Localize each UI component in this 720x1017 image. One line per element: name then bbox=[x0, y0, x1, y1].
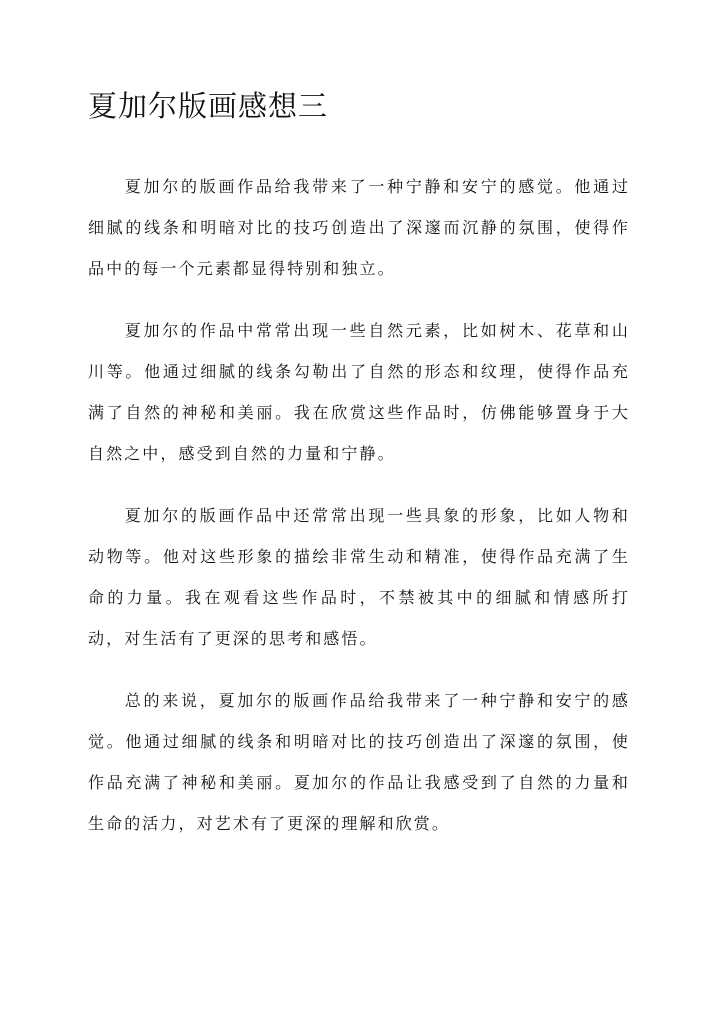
paragraph-2: 夏加尔的作品中常常出现一些自然元素，比如树木、花草和山川等。他通过细腻的线条勾勒出了自然的形态和纹理，使得作品充满了自然的神秘和美丽。我在欣赏这些作品时，仿佛能够置身于大自然之中，感受到自然的力量和宁静。 bbox=[88, 321, 630, 463]
paragraph-1: 夏加尔的版画作品给我带来了一种宁静和安宁的感觉。他通过细腻的线条和明暗对比的技巧创造出了深邃而沉静的氛围，使得作品中的每一个元素都显得特别和独立。 bbox=[88, 177, 630, 278]
document-title: 夏加尔版画感想三 bbox=[88, 89, 329, 123]
paragraph-3: 夏加尔的版画作品中还常常出现一些具象的形象，比如人物和动物等。他对这些形象的描绘非常生动和精准，使得作品充满了生命的力量。我在观看这些作品时，不禁被其中的细腻和情感所打动，对生活有了更深的思考和感悟。 bbox=[88, 506, 630, 648]
paragraph-4: 总的来说，夏加尔的版画作品给我带来了一种宁静和安宁的感觉。他通过细腻的线条和明暗对比的技巧创造出了深邃的氛围，使作品充满了神秘和美丽。夏加尔的作品让我感受到了自然的力量和生命的活力，对艺术有了更深的理解和欣赏。 bbox=[88, 691, 630, 833]
